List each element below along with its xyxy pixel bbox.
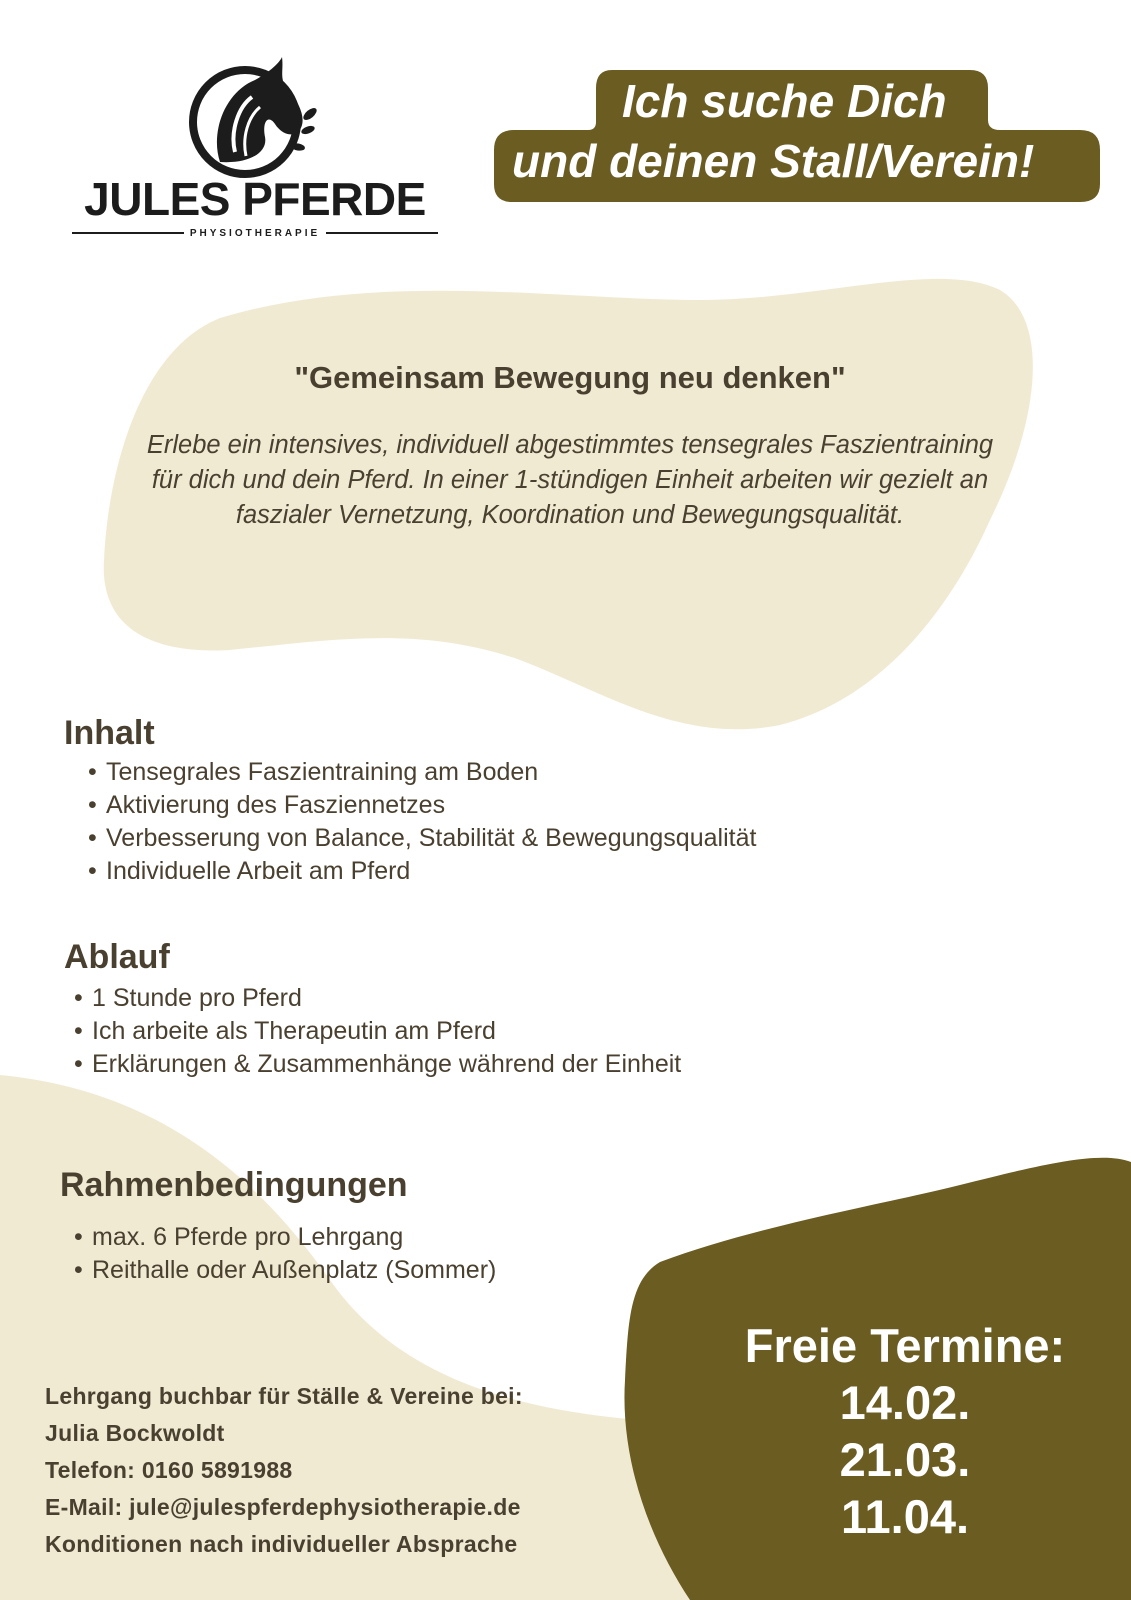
dates-block xyxy=(720,1318,1090,1545)
contact-phone[interactable]: Telefon: 0160 5891988 xyxy=(45,1457,293,1483)
divider xyxy=(326,232,438,234)
brand-subtitle-row xyxy=(72,226,438,240)
section-title-inhalt: Inhalt xyxy=(64,714,155,752)
section-title-rahmen: Rahmenbedingungen xyxy=(60,1166,408,1204)
date-item: 14.02. xyxy=(839,1376,971,1429)
list-item: • Ich arbeite als Therapeutin am Pferd xyxy=(74,1015,681,1048)
date-item: 21.03. xyxy=(839,1433,971,1486)
section-title-ablauf: Ablauf xyxy=(64,938,170,976)
list-inhalt xyxy=(88,756,756,888)
list-item: • Tensegrales Faszientraining am Boden xyxy=(88,756,756,789)
list-item: • Aktivierung des Fasziennetzes xyxy=(88,789,756,822)
list-item: • Individuelle Arbeit am Pferd xyxy=(88,855,756,888)
headline-line2: und deinen Stall/Verein! xyxy=(512,135,1035,187)
list-item: • Verbesserung von Balance, Stabilität & Bewegungsqualität xyxy=(88,822,756,855)
brand-name: JULES PFERDE xyxy=(84,173,426,225)
contact-name: Julia Bockwoldt xyxy=(45,1420,225,1446)
list-rahmen xyxy=(74,1221,496,1287)
list-item: • max. 6 Pferde pro Lehrgang xyxy=(74,1221,496,1254)
contact-conditions: Konditionen nach individueller Absprache xyxy=(45,1531,518,1557)
contact-email[interactable]: E-Mail: jule@julespferdephysiotherapie.de xyxy=(45,1494,521,1520)
headline-line1: Ich suche Dich xyxy=(622,75,947,127)
intro-text: Erlebe ein intensives, individuell abgestimmtes tensegrales Faszientraining für dich und dein Pferd. In einer 1-stündigen Einheit arbeiten wir gezielt an faszialer Vernetzung, Koordination und Bewegungsqualität. xyxy=(146,431,994,529)
list-item: • Erklärungen & Zusammenhänge während der Einheit xyxy=(74,1048,681,1081)
list-item: • Reithalle oder Außenplatz (Sommer) xyxy=(74,1254,496,1287)
brand-subtitle: PHYSIOTHERAPIE xyxy=(189,227,321,239)
intro-quote: "Gemeinsam Bewegung neu denken" xyxy=(294,360,846,395)
divider xyxy=(72,232,184,234)
list-ablauf xyxy=(74,982,681,1081)
dates-title: Freie Termine: xyxy=(744,1319,1066,1372)
contact-booking: Lehrgang buchbar für Ställe & Vereine bei: xyxy=(45,1383,523,1409)
date-item: 11.04. xyxy=(840,1490,970,1543)
list-item: • 1 Stunde pro Pferd xyxy=(74,982,681,1015)
contact-block xyxy=(45,1378,523,1563)
